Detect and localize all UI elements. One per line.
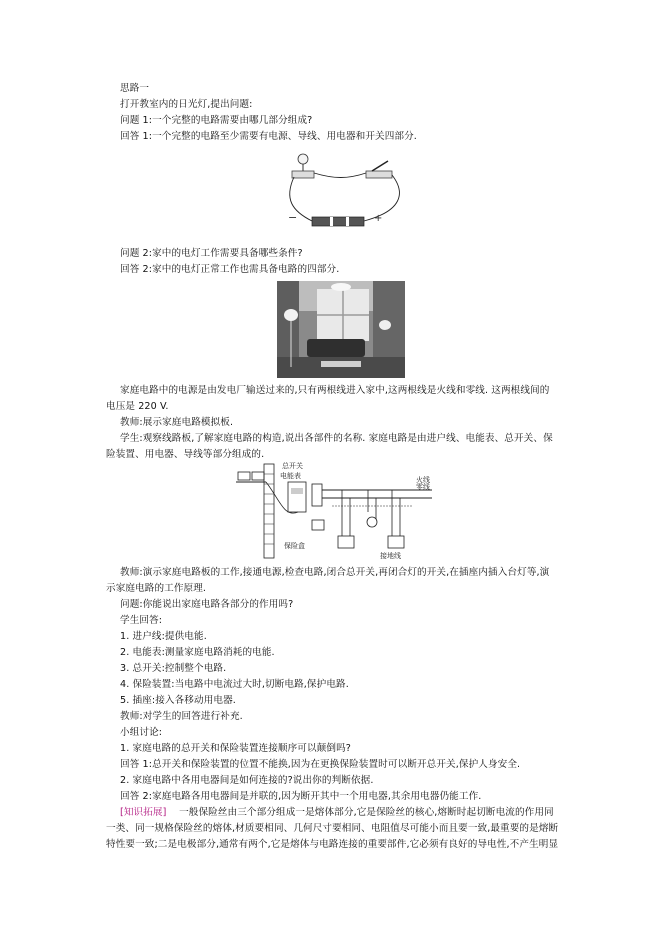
fuse-box-label: 保险盒 [284, 542, 305, 550]
switch-base [366, 171, 392, 178]
sofa [307, 339, 365, 357]
text-line: 回答 2:家中的电灯正常工作也需具备电路的四部分. [120, 264, 340, 275]
text-line: 回答 2:家庭电路各用电器间是并联的,因为断开其中一个用电器,其余用电器仍能工作. [120, 791, 482, 802]
text-line: 小组讨论: [120, 727, 163, 738]
bulb-icon [298, 154, 308, 164]
fuse-box-icon [312, 520, 324, 530]
simple-circuit-figure [282, 149, 412, 237]
household-circuit-figure [232, 460, 442, 560]
text-line: 学生回答: [120, 615, 163, 626]
text-line: 家庭电路中的电源是由发电厂输送过来的,只有两根线进入家中,这两根线是火线和零线. 这两根线间的 [120, 385, 550, 396]
socket-icon [338, 536, 354, 548]
text-line: 回答 1:一个完整的电路至少需要有电源、导线、用电器和开关四部分. [120, 131, 417, 142]
switch-lever [372, 161, 388, 171]
ground-wire-label: 接地线 [380, 552, 401, 560]
text-line: 问题:你能说出家庭电路各部分的作用吗? [120, 599, 294, 610]
text-line [120, 807, 554, 819]
text-line: 问题 2:家中的电灯工作需要具备哪些条件? [120, 248, 303, 259]
floor-lamp-icon [284, 309, 298, 321]
living-room-photo [277, 281, 405, 378]
text-line: 教师:对学生的回答进行补充. [120, 711, 243, 722]
minus-sign: − [288, 211, 298, 224]
text-line: 电压是 220 V. [106, 401, 169, 412]
text-line: 思路一 [120, 83, 150, 94]
list-item: 1. 家庭电路的总开关和保险装置连接顺序可以颠倒吗? [120, 743, 351, 754]
text-line: 打开教室内的日光灯,提出问题: [120, 99, 253, 110]
live-wire-label: 火线 [416, 476, 430, 484]
list-item: 5. 插座:接入各移动用电器. [120, 695, 236, 706]
neutral-wire-label: 零线 [416, 483, 430, 491]
meter-icon [288, 482, 306, 512]
ceiling-lamp-icon [331, 283, 351, 291]
bulb-icon [367, 517, 377, 527]
list-item: 2. 家庭电路中各用电器间是如何连接的?说出你的判断依据. [120, 775, 374, 786]
knowledge-extension-tag: [知识拓展] [120, 807, 167, 818]
list-item: 1. 进户线:提供电能. [120, 631, 207, 642]
text-line: 回答 1:总开关和保险装置的位置不能换,因为在更换保险装置时可以断开总开关,保护人身安全. [120, 759, 521, 770]
list-item: 2. 电能表:测量家庭电路消耗的电能. [120, 647, 275, 658]
list-item: 3. 总开关:控制整个电路. [120, 663, 227, 674]
meter-label: 电能表 [280, 472, 301, 480]
main-switch-label: 总开关 [282, 462, 303, 470]
text-span: 一般保险丝由三个部分组成一是熔体部分,它是保险丝的核心,熔断时起切断电流的作用同 [179, 807, 554, 818]
text-line: 示家庭电路的工作原理. [106, 583, 207, 594]
list-item: 4. 保险装置:当电路中电流过大时,切断电路,保护电路. [120, 679, 349, 690]
text-line: 学生:观察线路板,了解家庭电路的构造,说出各部件的名称. 家庭电路是由进户线、电能表、总开关、保 [120, 433, 553, 444]
plus-sign: + [374, 213, 383, 224]
text-line: 教师:演示家庭电路板的工作,接通电源,检查电路,闭合总开关,再闭合灯的开关,在插座内插入台灯等,演 [120, 567, 550, 578]
text-line: 教师:展示家庭电路模拟板. [120, 417, 234, 428]
socket-icon [388, 536, 404, 548]
text-line: 一类、同一规格保险丝的熔体,材质要相同、几何尺寸要相同、电阻值尽可能小而且要一致,最重要的是熔断 [106, 823, 559, 834]
battery-icon [312, 217, 364, 226]
text-line: 特性要一致;二是电极部分,通常有两个,它是熔体与电路连接的重要部件,它必须有良好的导电性,不产生明显 [106, 839, 559, 850]
lamp-base [292, 171, 314, 178]
text-line: 问题 1:一个完整的电路需要由哪几部分组成? [120, 115, 313, 126]
text-line: 险装置、用电器、导线等部分组成的. [106, 449, 265, 460]
main-switch-icon [312, 484, 322, 506]
